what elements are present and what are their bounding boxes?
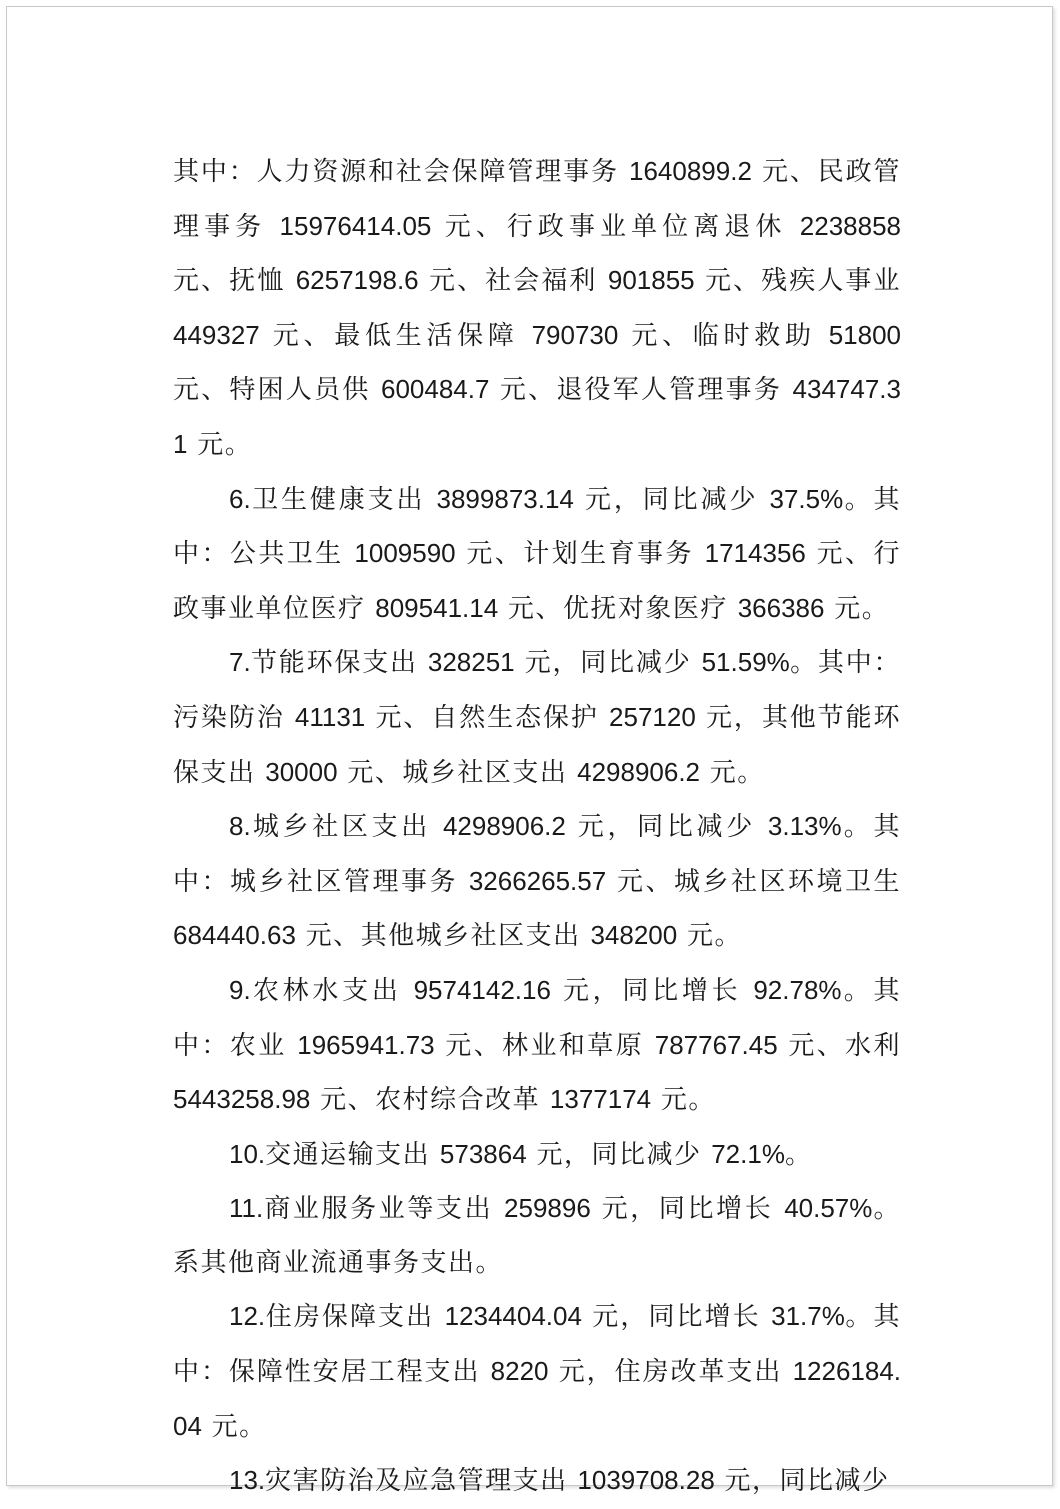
number-text: 12.	[229, 1301, 266, 1332]
number-text: 600484.7	[380, 374, 490, 405]
number-text: 40.57%	[784, 1193, 873, 1224]
number-text: 51800	[828, 319, 902, 350]
number-text: 7.	[229, 647, 251, 678]
number-text: 4298906.2	[577, 756, 701, 787]
number-text: 8220	[490, 1356, 549, 1387]
number-text: 37.5%	[769, 483, 844, 514]
paragraph-commerce-expenditure: 11.商业服务业等支出 259896 元，同比增长 40.57%。系其他商业流通事务支出。	[173, 1193, 901, 1278]
number-text: 4298906.2	[442, 811, 566, 842]
number-text: 259896	[504, 1193, 591, 1224]
number-text: 1226184.04	[173, 1356, 902, 1441]
number-text: 31.7%	[771, 1301, 845, 1332]
number-text: 6257198.6	[295, 265, 419, 296]
number-text: 366386	[737, 592, 825, 623]
number-text: 3266265.57	[468, 865, 607, 896]
number-text: 15976414.05	[279, 210, 432, 241]
number-text: 573864	[439, 1138, 527, 1169]
number-text: 1714356	[704, 538, 806, 569]
number-text: 348200	[590, 920, 678, 951]
paragraph-environment-expenditure: 7.节能环保支出 328251 元，同比减少 51.59%。其中：污染防治 41131 元、自然生态保护 257120 元，其他节能环保支出 30000 元、城乡社区支出 4298906.2 元。	[173, 647, 902, 788]
number-text: 13.	[229, 1465, 266, 1496]
number-text: 72.1%	[711, 1138, 785, 1169]
number-text: 790730	[531, 319, 619, 350]
paragraph-civil-affairs-tail: 其中：人力资源和社会保障管理事务 1640899.2 元、民政管理事务 15976414.05 元、行政事业单位离退休 2238858 元、抚恤 6257198.6 元、社会福利 901855 元、残疾人事业 449327 元、最低生活保障 790730 元、临时救助 51800 元、特困人员供 600484.7 元、退役军人管理事务 434747.31 元。	[173, 156, 902, 460]
paragraph-agriculture-expenditure: 9.农林水支出 9574142.16 元，同比增长 92.78%。其中：农业 1965941.73 元、林业和草原 787767.45 元、水利 5443258.98 元、农村综合改革 1377174 元。	[173, 974, 902, 1116]
number-text: 1234404.04	[444, 1301, 582, 1332]
paragraph-health-expenditure: 6.卫生健康支出 3899873.14 元，同比减少 37.5%。其中：公共卫生 1009590 元、计划生育事务 1714356 元、行政事业单位医疗 809541.14 元、优抚对象医疗 366386 元。	[173, 483, 902, 624]
number-text: 328251	[427, 647, 515, 678]
number-text: 1009590	[354, 538, 456, 569]
number-text: 787767.45	[654, 1029, 778, 1060]
number-text: 434747.31	[173, 374, 901, 459]
document-page	[6, 6, 1053, 1497]
number-text: 11.	[229, 1193, 264, 1224]
number-text: 51.59%	[701, 647, 790, 678]
number-text: 1965941.73	[297, 1029, 435, 1060]
number-text: 5443258.98	[173, 1084, 311, 1115]
number-text: 6.	[229, 483, 251, 514]
number-text: 449327	[173, 319, 260, 350]
number-text: 1039708.28	[577, 1465, 715, 1496]
paragraph-community-expenditure: 8.城乡社区支出 4298906.2 元，同比减少 3.13%。其中：城乡社区管理事务 3266265.57 元、城乡社区环境卫生 684440.63 元、其他城乡社区支出 348200 元。	[173, 811, 902, 952]
number-text: 41131	[294, 701, 366, 732]
document-body	[173, 145, 901, 1509]
number-text: 1377174	[549, 1084, 652, 1115]
number-text: 684440.63	[173, 920, 296, 951]
number-text: 257120	[609, 701, 696, 732]
number-text: 9574142.16	[413, 974, 551, 1005]
number-text: 3.13%	[767, 811, 842, 842]
number-text: 901855	[607, 265, 695, 296]
paragraph-housing-expenditure: 12.住房保障支出 1234404.04 元，同比增长 31.7%。其中：保障性安居工程支出 8220 元，住房改革支出 1226184.04 元。	[173, 1301, 902, 1442]
number-text: 809541.14	[375, 592, 499, 623]
number-text: 8.	[229, 811, 251, 842]
number-text: 9.	[229, 974, 251, 1005]
number-text: 30000	[265, 756, 338, 787]
number-text: 10.	[229, 1138, 266, 1169]
paragraph-transport-expenditure: 10.交通运输支出 573864 元，同比减少 72.1%。	[229, 1138, 813, 1170]
paragraph-disaster-expenditure: 13.灾害防治及应急管理支出 1039708.28 元，同比减少	[229, 1465, 890, 1497]
number-text: 92.78%	[753, 974, 842, 1005]
number-text: 1640899.2	[629, 156, 752, 186]
number-text: 3899873.14	[436, 483, 574, 514]
number-text: 2238858	[799, 210, 902, 241]
